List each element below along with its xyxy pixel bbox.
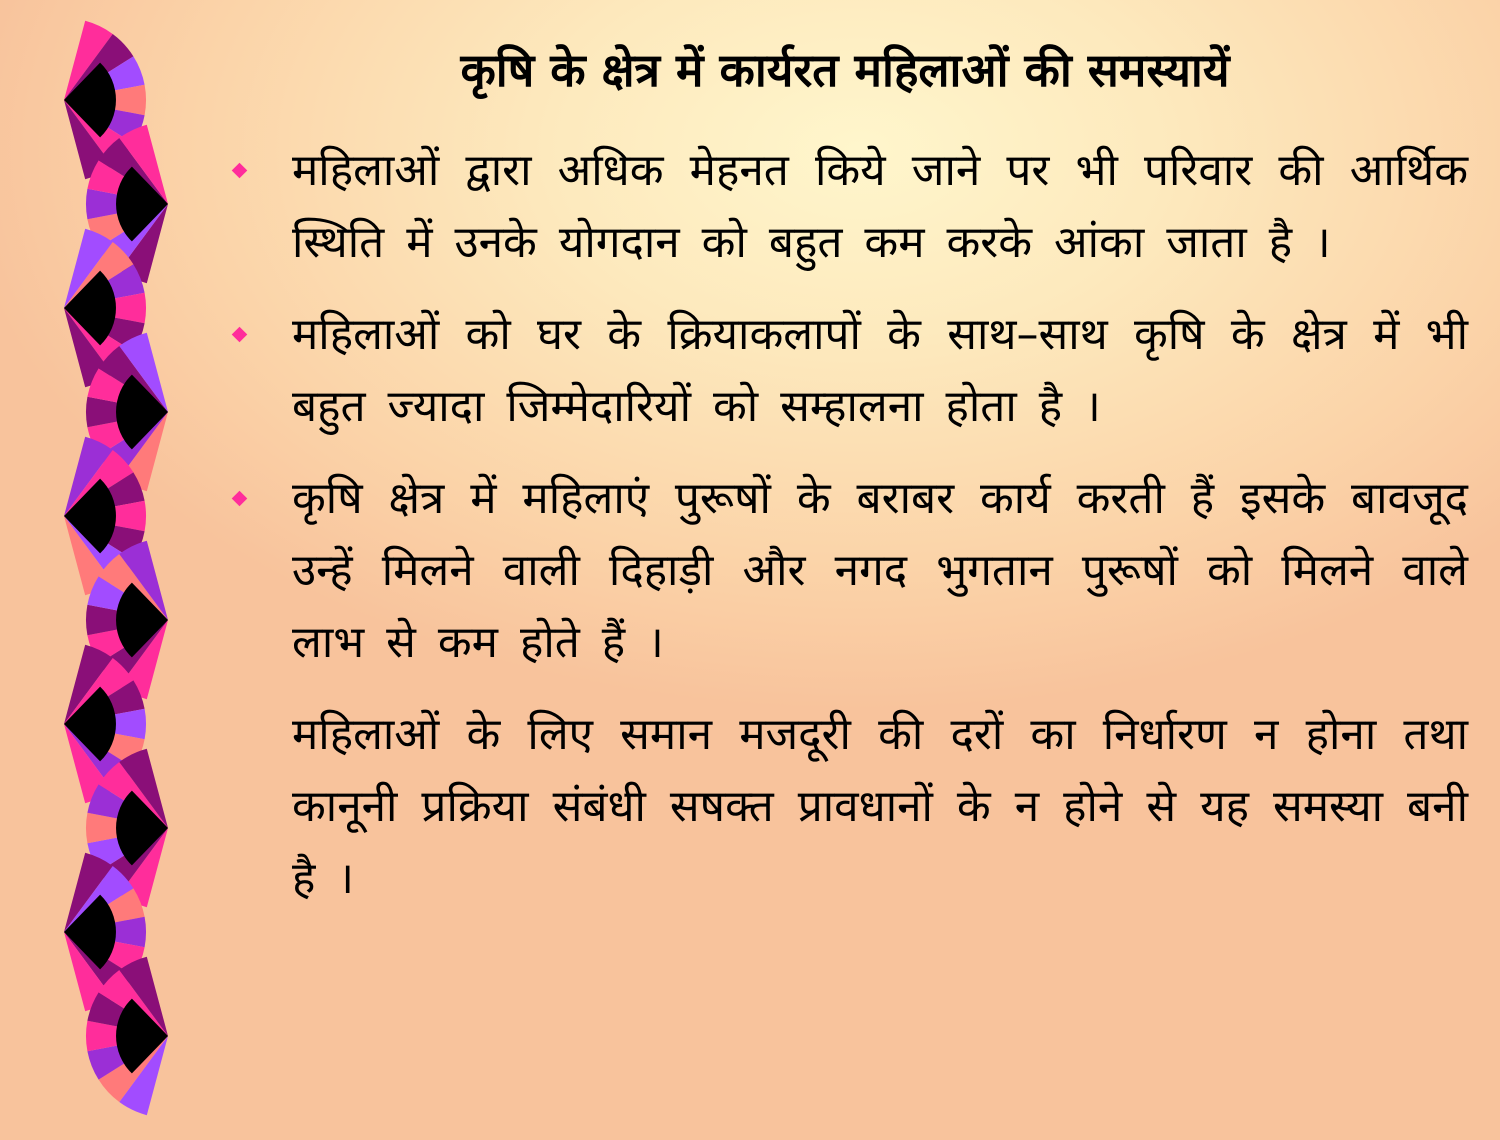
- slide-body: [230, 135, 1468, 915]
- diamond-bullet-icon: [232, 491, 248, 507]
- bullet-item: [230, 463, 1468, 679]
- decorative-fan-border: [0, 0, 200, 1140]
- bullet-text: कृषि क्षेत्र में महिलाएं पुरूषों के बराबर कार्य करती हैं इसके बावजूद उन्हें मिलने वाली दिहाड़ी और नगद भुगतान पुरूषों को मिलने वाले लाभ से कम होते हैं ।: [292, 473, 1468, 668]
- bullet-text: महिलाओं के लिए समान मजदूरी की दरों का निर्धारण न होना तथा कानूनी प्रक्रिया संबंधी सषक्त प्रावधानों के न होने से यह समस्या बनी है ।: [292, 709, 1468, 904]
- bullet-text: महिलाओं द्वारा अधिक मेहनत किये जाने पर भी परिवार की आर्थिक स्थिति में उनके योगदान को बहुत कम करके आंका जाता है ।: [292, 145, 1468, 268]
- bullet-text: महिलाओं को घर के क्रियाकलापों के साथ–साथ कृषि के क्षेत्र में भी बहुत ज्यादा जिम्मेदारियों को सम्हालना होता है ।: [292, 309, 1468, 432]
- bullet-item: [230, 135, 1468, 279]
- bullet-item: [230, 299, 1468, 443]
- bullet-item: [230, 699, 1468, 915]
- diamond-bullet-icon: [232, 163, 248, 179]
- diamond-bullet-icon: [232, 327, 248, 343]
- slide-title: कृषि के क्षेत्र में कार्यरत महिलाओं की समस्यायें: [460, 43, 1230, 97]
